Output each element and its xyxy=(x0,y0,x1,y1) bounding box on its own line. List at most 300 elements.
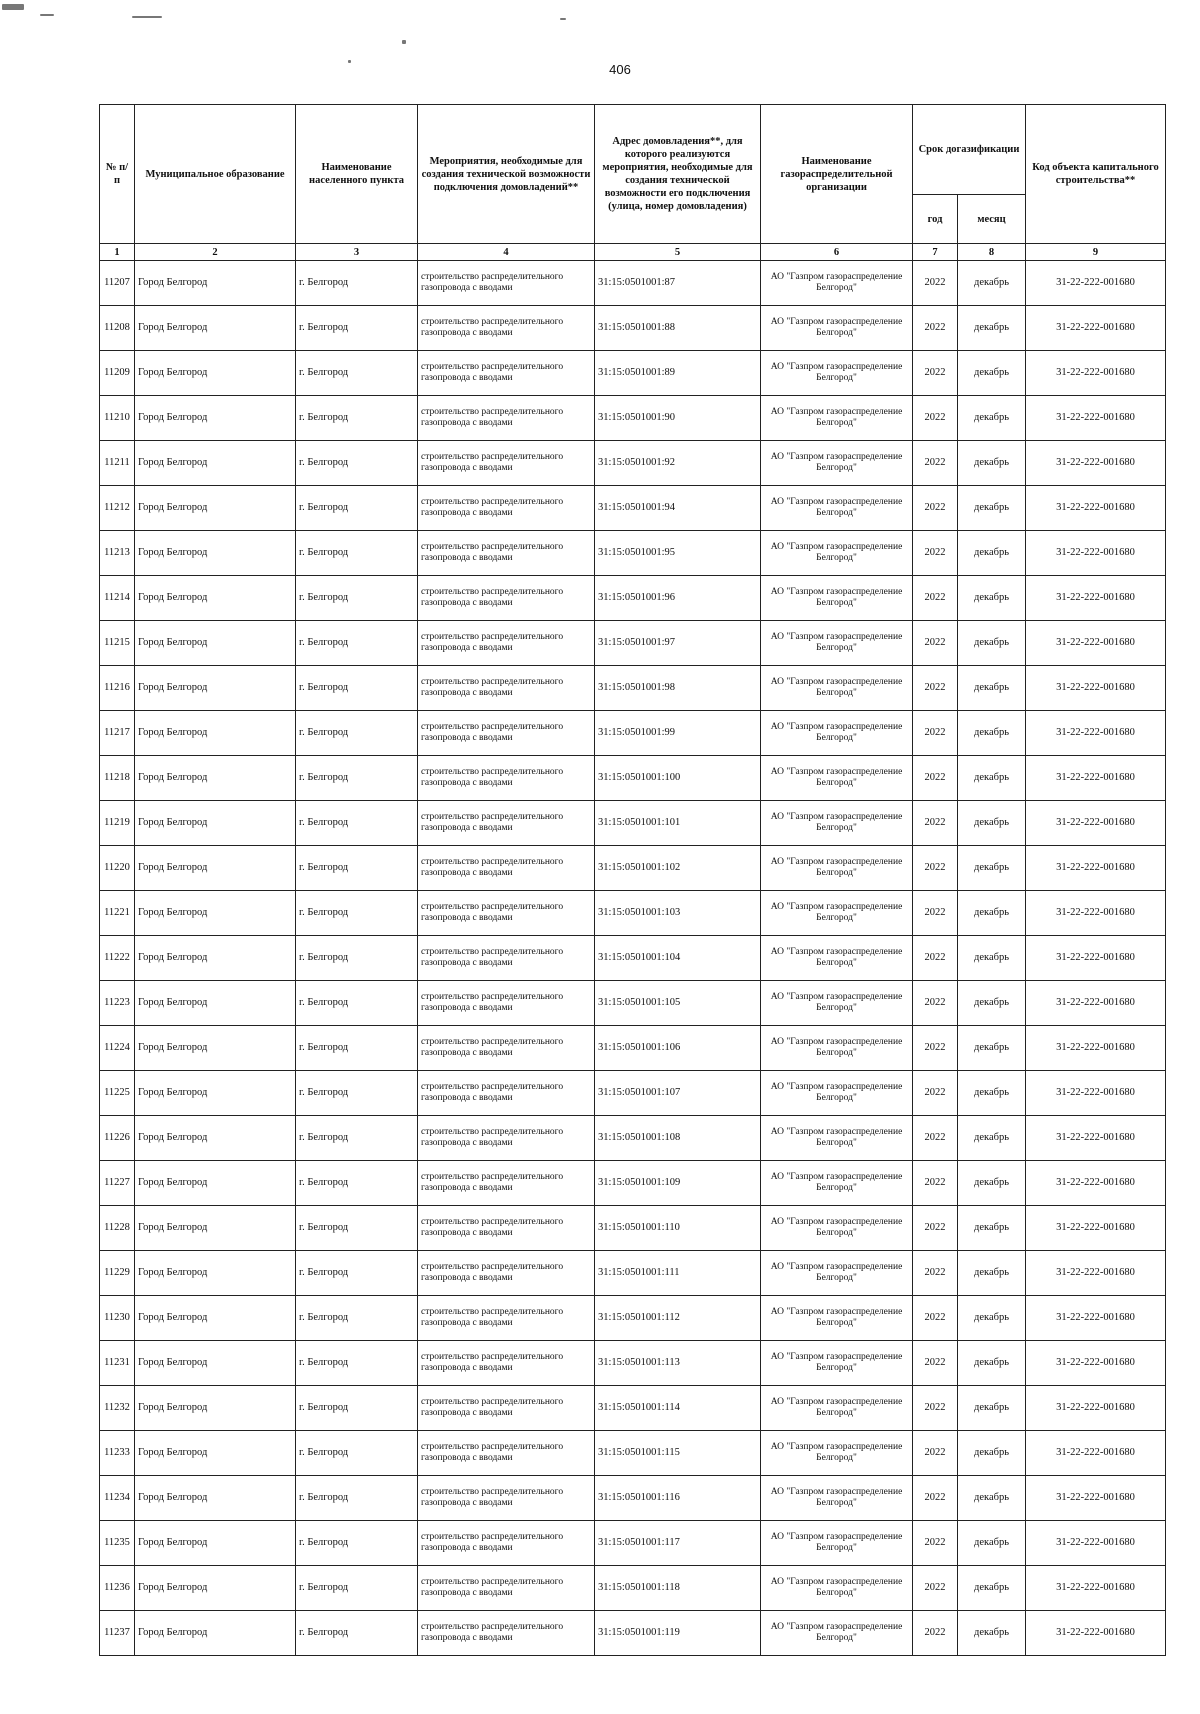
object-code-cell: 31-22-222-001680 xyxy=(1026,711,1166,756)
settlement-cell: г. Белгород xyxy=(296,756,418,801)
year-cell: 2022 xyxy=(913,576,958,621)
column-number: 2 xyxy=(135,244,296,261)
month-cell: декабрь xyxy=(958,306,1026,351)
measures-cell: строительство распределительного газопровода с вводами xyxy=(418,621,595,666)
municipality-cell: Город Белгород xyxy=(135,306,296,351)
municipality-cell: Город Белгород xyxy=(135,1476,296,1521)
object-code-cell: 31-22-222-001680 xyxy=(1026,576,1166,621)
settlement-cell: г. Белгород xyxy=(296,936,418,981)
measures-cell: строительство распределительного газопровода с вводами xyxy=(418,711,595,756)
municipality-cell: Город Белгород xyxy=(135,1116,296,1161)
year-cell: 2022 xyxy=(913,261,958,306)
object-code-cell: 31-22-222-001680 xyxy=(1026,1521,1166,1566)
address-cell: 31:15:0501001:108 xyxy=(595,1116,761,1161)
measures-cell: строительство распределительного газопровода с вводами xyxy=(418,936,595,981)
organization-cell: АО "Газпром газораспределение Белгород" xyxy=(761,1071,913,1116)
object-code-cell: 31-22-222-001680 xyxy=(1026,486,1166,531)
settlement-cell: г. Белгород xyxy=(296,306,418,351)
row-number: 11230 xyxy=(100,1296,135,1341)
scan-speck xyxy=(2,4,24,10)
municipality-cell: Город Белгород xyxy=(135,846,296,891)
municipality-cell: Город Белгород xyxy=(135,891,296,936)
month-cell: декабрь xyxy=(958,1251,1026,1296)
table-row xyxy=(100,1071,1166,1116)
year-cell: 2022 xyxy=(913,1341,958,1386)
column-number: 1 xyxy=(100,244,135,261)
table-body xyxy=(100,261,1166,1656)
object-code-cell: 31-22-222-001680 xyxy=(1026,801,1166,846)
settlement-cell: г. Белгород xyxy=(296,531,418,576)
measures-cell: строительство распределительного газопровода с вводами xyxy=(418,1161,595,1206)
address-cell: 31:15:0501001:94 xyxy=(595,486,761,531)
object-code-cell: 31-22-222-001680 xyxy=(1026,531,1166,576)
object-code-cell: 31-22-222-001680 xyxy=(1026,621,1166,666)
object-code-cell: 31-22-222-001680 xyxy=(1026,1341,1166,1386)
column-number: 6 xyxy=(761,244,913,261)
year-cell: 2022 xyxy=(913,351,958,396)
scan-speck xyxy=(560,18,566,20)
settlement-cell: г. Белгород xyxy=(296,981,418,1026)
month-cell: декабрь xyxy=(958,1611,1026,1656)
organization-cell: АО "Газпром газораспределение Белгород" xyxy=(761,1341,913,1386)
month-cell: декабрь xyxy=(958,1566,1026,1611)
address-cell: 31:15:0501001:90 xyxy=(595,396,761,441)
municipality-cell: Город Белгород xyxy=(135,936,296,981)
settlement-cell: г. Белгород xyxy=(296,1611,418,1656)
organization-cell: АО "Газпром газораспределение Белгород" xyxy=(761,981,913,1026)
year-cell: 2022 xyxy=(913,531,958,576)
row-number: 11212 xyxy=(100,486,135,531)
organization-cell: АО "Газпром газораспределение Белгород" xyxy=(761,1611,913,1656)
municipality-cell: Город Белгород xyxy=(135,1296,296,1341)
measures-cell: строительство распределительного газопровода с вводами xyxy=(418,576,595,621)
column-number: 3 xyxy=(296,244,418,261)
row-number: 11235 xyxy=(100,1521,135,1566)
settlement-cell: г. Белгород xyxy=(296,1431,418,1476)
year-cell: 2022 xyxy=(913,1386,958,1431)
month-cell: декабрь xyxy=(958,261,1026,306)
object-code-cell: 31-22-222-001680 xyxy=(1026,936,1166,981)
measures-cell: строительство распределительного газопровода с вводами xyxy=(418,1206,595,1251)
settlement-cell: г. Белгород xyxy=(296,441,418,486)
year-cell: 2022 xyxy=(913,756,958,801)
month-cell: декабрь xyxy=(958,486,1026,531)
row-number: 11228 xyxy=(100,1206,135,1251)
year-cell: 2022 xyxy=(913,801,958,846)
settlement-cell: г. Белгород xyxy=(296,1296,418,1341)
measures-cell: строительство распределительного газопровода с вводами xyxy=(418,306,595,351)
measures-cell: строительство распределительного газопровода с вводами xyxy=(418,846,595,891)
object-code-cell: 31-22-222-001680 xyxy=(1026,666,1166,711)
settlement-cell: г. Белгород xyxy=(296,261,418,306)
measures-cell: строительство распределительного газопровода с вводами xyxy=(418,261,595,306)
month-cell: декабрь xyxy=(958,846,1026,891)
month-cell: декабрь xyxy=(958,441,1026,486)
address-cell: 31:15:0501001:104 xyxy=(595,936,761,981)
object-code-cell: 31-22-222-001680 xyxy=(1026,1206,1166,1251)
measures-cell: строительство распределительного газопровода с вводами xyxy=(418,981,595,1026)
table-row xyxy=(100,891,1166,936)
object-code-cell: 31-22-222-001680 xyxy=(1026,396,1166,441)
settlement-cell: г. Белгород xyxy=(296,486,418,531)
municipality-cell: Город Белгород xyxy=(135,1206,296,1251)
municipality-cell: Город Белгород xyxy=(135,711,296,756)
measures-cell: строительство распределительного газопровода с вводами xyxy=(418,351,595,396)
object-code-cell: 31-22-222-001680 xyxy=(1026,1296,1166,1341)
table-row xyxy=(100,1161,1166,1206)
header-organization: Наименование газораспределительной организации xyxy=(761,105,913,244)
settlement-cell: г. Белгород xyxy=(296,1521,418,1566)
municipality-cell: Город Белгород xyxy=(135,756,296,801)
municipality-cell: Город Белгород xyxy=(135,351,296,396)
header-number: № п/п xyxy=(100,105,135,244)
object-code-cell: 31-22-222-001680 xyxy=(1026,351,1166,396)
month-cell: декабрь xyxy=(958,801,1026,846)
address-cell: 31:15:0501001:88 xyxy=(595,306,761,351)
table-row xyxy=(100,531,1166,576)
address-cell: 31:15:0501001:92 xyxy=(595,441,761,486)
organization-cell: АО "Газпром газораспределение Белгород" xyxy=(761,1521,913,1566)
address-cell: 31:15:0501001:110 xyxy=(595,1206,761,1251)
municipality-cell: Город Белгород xyxy=(135,441,296,486)
row-number: 11217 xyxy=(100,711,135,756)
year-cell: 2022 xyxy=(913,396,958,441)
table-row xyxy=(100,1206,1166,1251)
year-cell: 2022 xyxy=(913,1431,958,1476)
municipality-cell: Город Белгород xyxy=(135,261,296,306)
measures-cell: строительство распределительного газопровода с вводами xyxy=(418,531,595,576)
measures-cell: строительство распределительного газопровода с вводами xyxy=(418,756,595,801)
table-row xyxy=(100,711,1166,756)
measures-cell: строительство распределительного газопровода с вводами xyxy=(418,396,595,441)
organization-cell: АО "Газпром газораспределение Белгород" xyxy=(761,1431,913,1476)
month-cell: декабрь xyxy=(958,1341,1026,1386)
table-row xyxy=(100,756,1166,801)
row-number: 11226 xyxy=(100,1116,135,1161)
month-cell: декабрь xyxy=(958,981,1026,1026)
measures-cell: строительство распределительного газопровода с вводами xyxy=(418,891,595,936)
column-number: 5 xyxy=(595,244,761,261)
organization-cell: АО "Газпром газораспределение Белгород" xyxy=(761,531,913,576)
object-code-cell: 31-22-222-001680 xyxy=(1026,441,1166,486)
address-cell: 31:15:0501001:103 xyxy=(595,891,761,936)
settlement-cell: г. Белгород xyxy=(296,1071,418,1116)
settlement-cell: г. Белгород xyxy=(296,1161,418,1206)
month-cell: декабрь xyxy=(958,1071,1026,1116)
organization-cell: АО "Газпром газораспределение Белгород" xyxy=(761,1116,913,1161)
year-cell: 2022 xyxy=(913,1251,958,1296)
table-row xyxy=(100,486,1166,531)
year-cell: 2022 xyxy=(913,846,958,891)
gasification-table xyxy=(99,104,1166,1656)
municipality-cell: Город Белгород xyxy=(135,666,296,711)
settlement-cell: г. Белгород xyxy=(296,1206,418,1251)
settlement-cell: г. Белгород xyxy=(296,621,418,666)
object-code-cell: 31-22-222-001680 xyxy=(1026,1026,1166,1071)
table-row xyxy=(100,441,1166,486)
measures-cell: строительство распределительного газопровода с вводами xyxy=(418,1386,595,1431)
object-code-cell: 31-22-222-001680 xyxy=(1026,1161,1166,1206)
month-cell: декабрь xyxy=(958,1206,1026,1251)
row-number: 11218 xyxy=(100,756,135,801)
month-cell: декабрь xyxy=(958,1116,1026,1161)
year-cell: 2022 xyxy=(913,1611,958,1656)
month-cell: декабрь xyxy=(958,891,1026,936)
month-cell: декабрь xyxy=(958,531,1026,576)
organization-cell: АО "Газпром газораспределение Белгород" xyxy=(761,846,913,891)
settlement-cell: г. Белгород xyxy=(296,351,418,396)
table-row xyxy=(100,1251,1166,1296)
column-number: 7 xyxy=(913,244,958,261)
municipality-cell: Город Белгород xyxy=(135,1161,296,1206)
organization-cell: АО "Газпром газораспределение Белгород" xyxy=(761,351,913,396)
address-cell: 31:15:0501001:102 xyxy=(595,846,761,891)
settlement-cell: г. Белгород xyxy=(296,396,418,441)
municipality-cell: Город Белгород xyxy=(135,1071,296,1116)
settlement-cell: г. Белгород xyxy=(296,666,418,711)
organization-cell: АО "Газпром газораспределение Белгород" xyxy=(761,1566,913,1611)
table-row xyxy=(100,1431,1166,1476)
row-number: 11231 xyxy=(100,1341,135,1386)
municipality-cell: Город Белгород xyxy=(135,1566,296,1611)
address-cell: 31:15:0501001:109 xyxy=(595,1161,761,1206)
row-number: 11236 xyxy=(100,1566,135,1611)
address-cell: 31:15:0501001:117 xyxy=(595,1521,761,1566)
municipality-cell: Город Белгород xyxy=(135,1026,296,1071)
row-number: 11224 xyxy=(100,1026,135,1071)
table-row xyxy=(100,1026,1166,1071)
column-number: 4 xyxy=(418,244,595,261)
object-code-cell: 31-22-222-001680 xyxy=(1026,306,1166,351)
organization-cell: АО "Газпром газораспределение Белгород" xyxy=(761,1386,913,1431)
measures-cell: строительство распределительного газопровода с вводами xyxy=(418,1566,595,1611)
municipality-cell: Город Белгород xyxy=(135,1386,296,1431)
address-cell: 31:15:0501001:96 xyxy=(595,576,761,621)
settlement-cell: г. Белгород xyxy=(296,1386,418,1431)
year-cell: 2022 xyxy=(913,306,958,351)
year-cell: 2022 xyxy=(913,621,958,666)
measures-cell: строительство распределительного газопровода с вводами xyxy=(418,1341,595,1386)
organization-cell: АО "Газпром газораспределение Белгород" xyxy=(761,936,913,981)
object-code-cell: 31-22-222-001680 xyxy=(1026,756,1166,801)
row-number: 11229 xyxy=(100,1251,135,1296)
organization-cell: АО "Газпром газораспределение Белгород" xyxy=(761,261,913,306)
table-row xyxy=(100,1521,1166,1566)
municipality-cell: Город Белгород xyxy=(135,396,296,441)
header-month: месяц xyxy=(958,195,1026,244)
table-row xyxy=(100,351,1166,396)
row-number: 11223 xyxy=(100,981,135,1026)
table-row xyxy=(100,1476,1166,1521)
year-cell: 2022 xyxy=(913,1476,958,1521)
month-cell: декабрь xyxy=(958,1431,1026,1476)
month-cell: декабрь xyxy=(958,396,1026,441)
settlement-cell: г. Белгород xyxy=(296,891,418,936)
object-code-cell: 31-22-222-001680 xyxy=(1026,261,1166,306)
object-code-cell: 31-22-222-001680 xyxy=(1026,1071,1166,1116)
address-cell: 31:15:0501001:98 xyxy=(595,666,761,711)
object-code-cell: 31-22-222-001680 xyxy=(1026,981,1166,1026)
municipality-cell: Город Белгород xyxy=(135,801,296,846)
table-row xyxy=(100,576,1166,621)
row-number: 11210 xyxy=(100,396,135,441)
table-row xyxy=(100,261,1166,306)
year-cell: 2022 xyxy=(913,666,958,711)
address-cell: 31:15:0501001:89 xyxy=(595,351,761,396)
table-row xyxy=(100,846,1166,891)
row-number: 11219 xyxy=(100,801,135,846)
year-cell: 2022 xyxy=(913,1206,958,1251)
table-row xyxy=(100,1566,1166,1611)
organization-cell: АО "Газпром газораспределение Белгород" xyxy=(761,1206,913,1251)
organization-cell: АО "Газпром газораспределение Белгород" xyxy=(761,1161,913,1206)
municipality-cell: Город Белгород xyxy=(135,621,296,666)
settlement-cell: г. Белгород xyxy=(296,1116,418,1161)
municipality-cell: Город Белгород xyxy=(135,531,296,576)
settlement-cell: г. Белгород xyxy=(296,1476,418,1521)
municipality-cell: Город Белгород xyxy=(135,981,296,1026)
month-cell: декабрь xyxy=(958,711,1026,756)
address-cell: 31:15:0501001:107 xyxy=(595,1071,761,1116)
measures-cell: строительство распределительного газопровода с вводами xyxy=(418,1251,595,1296)
settlement-cell: г. Белгород xyxy=(296,576,418,621)
address-cell: 31:15:0501001:95 xyxy=(595,531,761,576)
month-cell: декабрь xyxy=(958,756,1026,801)
header-year: год xyxy=(913,195,958,244)
object-code-cell: 31-22-222-001680 xyxy=(1026,891,1166,936)
table-row xyxy=(100,1341,1166,1386)
object-code-cell: 31-22-222-001680 xyxy=(1026,1386,1166,1431)
settlement-cell: г. Белгород xyxy=(296,846,418,891)
month-cell: декабрь xyxy=(958,1161,1026,1206)
table-row xyxy=(100,936,1166,981)
row-number: 11237 xyxy=(100,1611,135,1656)
object-code-cell: 31-22-222-001680 xyxy=(1026,1611,1166,1656)
organization-cell: АО "Газпром газораспределение Белгород" xyxy=(761,396,913,441)
month-cell: декабрь xyxy=(958,621,1026,666)
month-cell: декабрь xyxy=(958,1521,1026,1566)
header-address: Адрес домовладения**, для которого реализуются мероприятия, необходимые для создания технической возможности его подключения (улица, номер домовладения) xyxy=(595,105,761,244)
header-object-code: Код объекта капитального строительства** xyxy=(1026,105,1166,244)
column-number-row xyxy=(100,244,1166,261)
month-cell: декабрь xyxy=(958,351,1026,396)
year-cell: 2022 xyxy=(913,981,958,1026)
page-number: 406 xyxy=(609,62,631,77)
month-cell: декабрь xyxy=(958,1476,1026,1521)
address-cell: 31:15:0501001:111 xyxy=(595,1251,761,1296)
address-cell: 31:15:0501001:119 xyxy=(595,1611,761,1656)
table-row xyxy=(100,1611,1166,1656)
organization-cell: АО "Газпром газораспределение Белгород" xyxy=(761,1026,913,1071)
address-cell: 31:15:0501001:87 xyxy=(595,261,761,306)
scan-speck xyxy=(132,16,162,18)
year-cell: 2022 xyxy=(913,1071,958,1116)
measures-cell: строительство распределительного газопровода с вводами xyxy=(418,441,595,486)
address-cell: 31:15:0501001:118 xyxy=(595,1566,761,1611)
organization-cell: АО "Газпром газораспределение Белгород" xyxy=(761,711,913,756)
measures-cell: строительство распределительного газопровода с вводами xyxy=(418,1476,595,1521)
settlement-cell: г. Белгород xyxy=(296,711,418,756)
address-cell: 31:15:0501001:112 xyxy=(595,1296,761,1341)
table-row xyxy=(100,801,1166,846)
row-number: 11234 xyxy=(100,1476,135,1521)
municipality-cell: Город Белгород xyxy=(135,1521,296,1566)
month-cell: декабрь xyxy=(958,1386,1026,1431)
row-number: 11232 xyxy=(100,1386,135,1431)
year-cell: 2022 xyxy=(913,1521,958,1566)
scan-speck xyxy=(40,14,54,16)
measures-cell: строительство распределительного газопровода с вводами xyxy=(418,666,595,711)
month-cell: декабрь xyxy=(958,1026,1026,1071)
row-number: 11207 xyxy=(100,261,135,306)
row-number: 11216 xyxy=(100,666,135,711)
column-number: 8 xyxy=(958,244,1026,261)
municipality-cell: Город Белгород xyxy=(135,1341,296,1386)
column-number: 9 xyxy=(1026,244,1166,261)
row-number: 11214 xyxy=(100,576,135,621)
table-row xyxy=(100,981,1166,1026)
month-cell: декабрь xyxy=(958,576,1026,621)
organization-cell: АО "Газпром газораспределение Белгород" xyxy=(761,576,913,621)
year-cell: 2022 xyxy=(913,1116,958,1161)
table-row xyxy=(100,621,1166,666)
year-cell: 2022 xyxy=(913,441,958,486)
municipality-cell: Город Белгород xyxy=(135,576,296,621)
row-number: 11222 xyxy=(100,936,135,981)
measures-cell: строительство распределительного газопровода с вводами xyxy=(418,1116,595,1161)
month-cell: декабрь xyxy=(958,936,1026,981)
organization-cell: АО "Газпром газораспределение Белгород" xyxy=(761,801,913,846)
object-code-cell: 31-22-222-001680 xyxy=(1026,1431,1166,1476)
header-municipality: Муниципальное образование xyxy=(135,105,296,244)
object-code-cell: 31-22-222-001680 xyxy=(1026,1251,1166,1296)
address-cell: 31:15:0501001:105 xyxy=(595,981,761,1026)
address-cell: 31:15:0501001:113 xyxy=(595,1341,761,1386)
measures-cell: строительство распределительного газопровода с вводами xyxy=(418,486,595,531)
object-code-cell: 31-22-222-001680 xyxy=(1026,1566,1166,1611)
object-code-cell: 31-22-222-001680 xyxy=(1026,1116,1166,1161)
row-number: 11215 xyxy=(100,621,135,666)
organization-cell: АО "Газпром газораспределение Белгород" xyxy=(761,666,913,711)
table-row xyxy=(100,666,1166,711)
address-cell: 31:15:0501001:115 xyxy=(595,1431,761,1476)
table-row xyxy=(100,396,1166,441)
object-code-cell: 31-22-222-001680 xyxy=(1026,1476,1166,1521)
row-number: 11211 xyxy=(100,441,135,486)
measures-cell: строительство распределительного газопровода с вводами xyxy=(418,1296,595,1341)
table-row xyxy=(100,306,1166,351)
year-cell: 2022 xyxy=(913,486,958,531)
address-cell: 31:15:0501001:106 xyxy=(595,1026,761,1071)
year-cell: 2022 xyxy=(913,1566,958,1611)
address-cell: 31:15:0501001:101 xyxy=(595,801,761,846)
organization-cell: АО "Газпром газораспределение Белгород" xyxy=(761,1251,913,1296)
row-number: 11225 xyxy=(100,1071,135,1116)
row-number: 11209 xyxy=(100,351,135,396)
municipality-cell: Город Белгород xyxy=(135,486,296,531)
organization-cell: АО "Газпром газораспределение Белгород" xyxy=(761,891,913,936)
address-cell: 31:15:0501001:100 xyxy=(595,756,761,801)
address-cell: 31:15:0501001:114 xyxy=(595,1386,761,1431)
settlement-cell: г. Белгород xyxy=(296,1566,418,1611)
settlement-cell: г. Белгород xyxy=(296,1026,418,1071)
measures-cell: строительство распределительного газопровода с вводами xyxy=(418,1071,595,1116)
month-cell: декабрь xyxy=(958,666,1026,711)
scan-speck xyxy=(402,40,406,44)
organization-cell: АО "Газпром газораспределение Белгород" xyxy=(761,486,913,531)
organization-cell: АО "Газпром газораспределение Белгород" xyxy=(761,621,913,666)
row-number: 11221 xyxy=(100,891,135,936)
